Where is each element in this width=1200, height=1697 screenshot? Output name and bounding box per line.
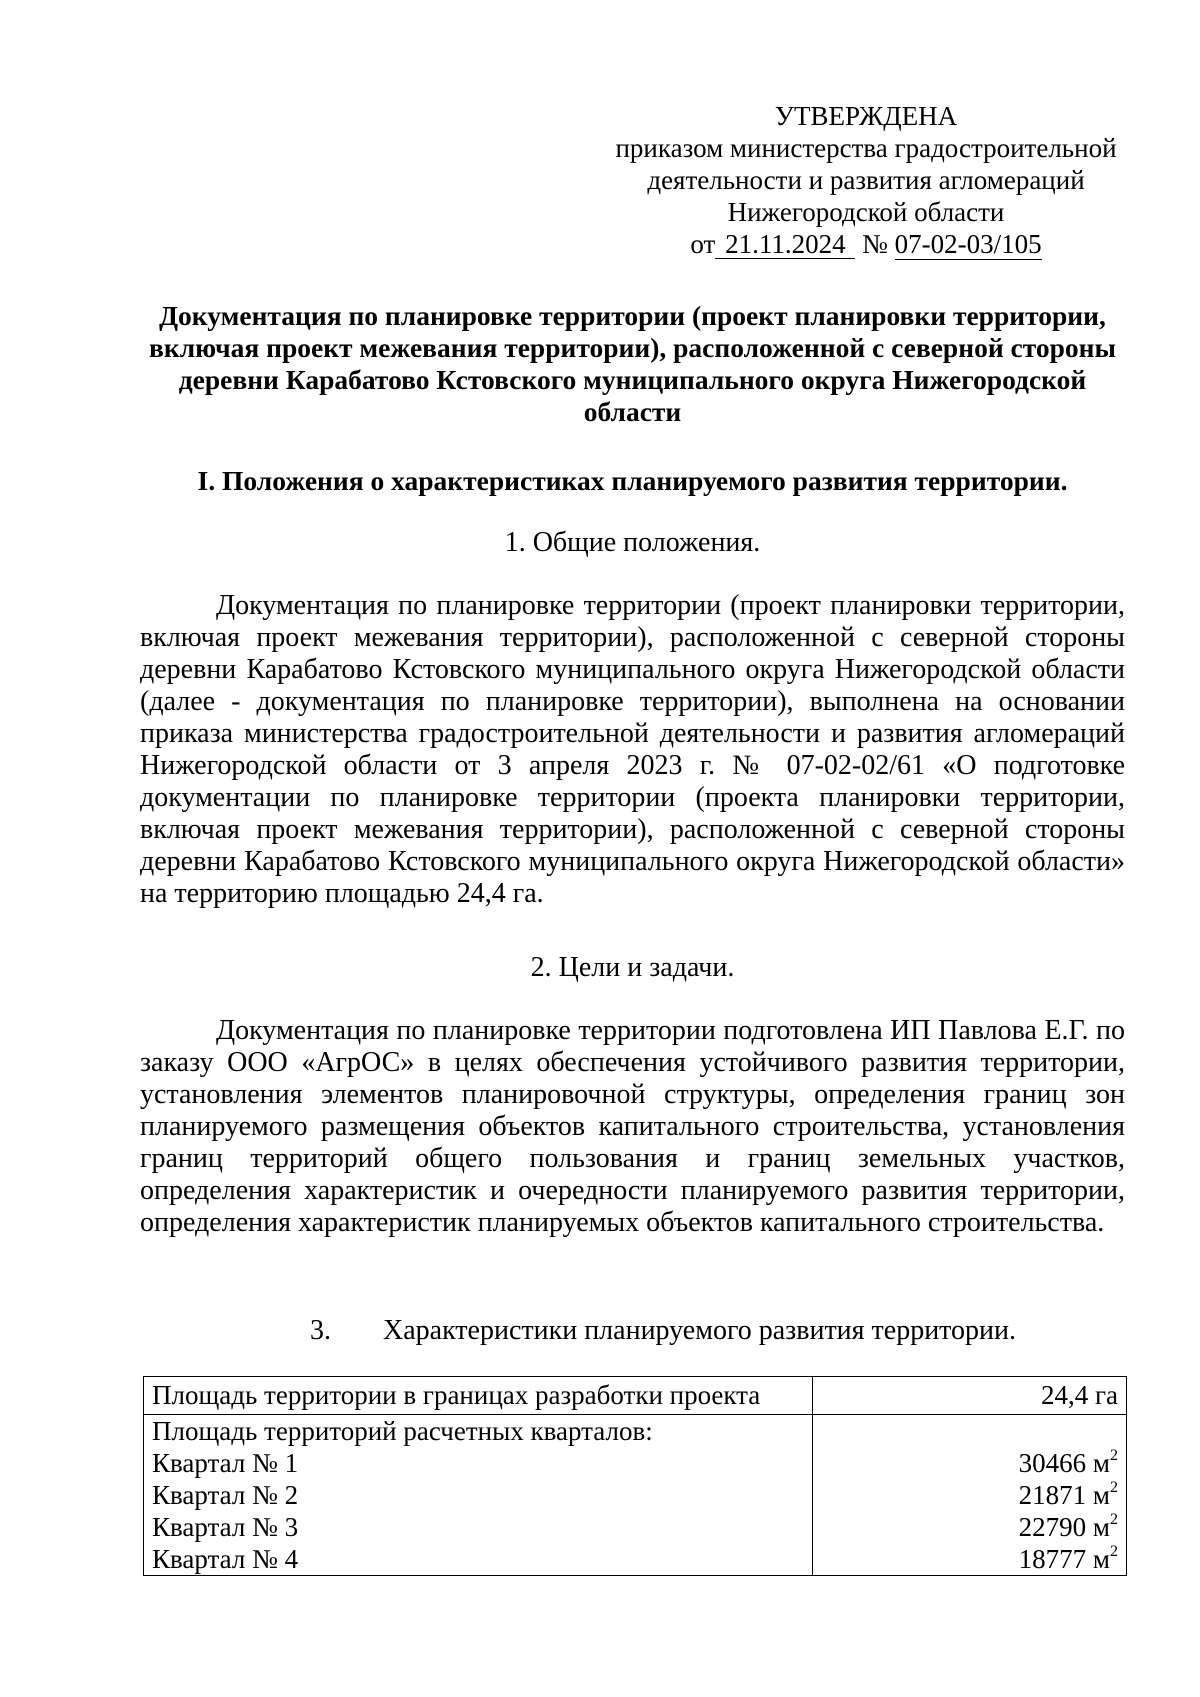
quarter-unit-power: 2 — [1110, 1479, 1118, 1496]
approval-by-line-2: деятельности и развития агломераций — [647, 165, 1085, 195]
quarter-unit: м — [1092, 1544, 1110, 1574]
approval-number: 07-02-03/105 — [894, 229, 1042, 259]
quarter-value-number: 22790 — [1018, 1512, 1087, 1542]
approval-date-line — [600, 228, 1132, 260]
subsection-1-heading: 1. Общие положения. — [504, 527, 761, 558]
quarter-name: Квартал № 4 — [152, 1544, 299, 1574]
quarter-unit-power: 2 — [1110, 1511, 1118, 1528]
quarters-label: Площадь территорий расчетных кварталов: — [152, 1416, 653, 1446]
quarter-value — [821, 1479, 1118, 1511]
quarter-value — [821, 1511, 1118, 1543]
quarter-name: Квартал № 1 — [152, 1448, 299, 1478]
table-row — [144, 1377, 1127, 1415]
subsection-2-text: Документация по планировке территории подготовлена ИП Павлова Е.Г. по заказу ООО «АгрОС» в целях обеспечения устойчивого развития территории, установления элементов планировочной структуры, определения границ зон планируемого размещения объектов капитального строительства, установления границ территорий общего пользования и границ земельных участков, определения характеристик и очередности планируемого развития территории, определения характеристик планируемых объектов капитального строительства. — [140, 1015, 1125, 1238]
approval-by-line-3: Нижегородской области — [727, 197, 1005, 227]
approval-heading: УТВЕРЖДЕНА — [774, 101, 958, 131]
quarter-unit: м — [1092, 1448, 1110, 1478]
approval-date: 21.11.2024 — [715, 230, 855, 259]
characteristics-table — [143, 1376, 1127, 1576]
quarters-value-cell — [813, 1415, 1127, 1576]
subsection-3-number: 3. — [310, 1315, 331, 1346]
quarter-unit-power: 2 — [1110, 1447, 1118, 1464]
approval-by-line-1: приказом министерства градостроительной — [615, 133, 1117, 163]
subsection-2-heading: 2. Цели и задачи. — [530, 952, 735, 983]
document-title: Документация по планировке территории (проект планировки территории, включая проект межевания территории), расположенной с северной стороны деревни Карабатово Кстовского муниципального округа Нижегородской области — [149, 300, 1116, 427]
area-value-cell: 24,4 га — [813, 1377, 1127, 1415]
quarter-unit: м — [1092, 1480, 1110, 1510]
section-1-heading: I. Положения о характеристиках планируемого развития территории. — [197, 465, 1068, 496]
approval-stamp — [600, 100, 1132, 260]
quarter-value — [821, 1447, 1118, 1479]
area-label-cell: Площадь территории в границах разработки проекта — [144, 1377, 813, 1415]
quarter-value-number: 18777 — [1018, 1544, 1087, 1574]
quarter-value — [821, 1543, 1118, 1575]
table-row — [144, 1415, 1127, 1576]
quarter-value-number: 30466 — [1018, 1448, 1087, 1478]
subsection-1-text: Документация по планировке территории (проект планировки территории, включая проект межевания территории), расположенной с северной стороны деревни Карабатово Кстовского муниципального округа Нижегородской области (далее - документация по планировке территории), выполнена на основании приказа министерства градостроительной деятельности и развития агломераций Нижегородской области от 3 апреля 2023 г. № 07-02-02/61 «О подготовке документации по планировке территории (проекта планировки территории, включая проект межевания территории), расположенной с северной стороны деревни Карабатово Кстовского муниципального округа Нижегородской области» на территорию площадью 24,4 га. — [140, 590, 1125, 909]
quarter-name: Квартал № 2 — [152, 1480, 299, 1510]
quarter-name: Квартал № 3 — [152, 1512, 299, 1542]
approval-date-prefix: от — [690, 229, 716, 259]
subsection-3-title: Характеристики планируемого развития территории. — [383, 1315, 1017, 1346]
quarters-value-spacer — [821, 1415, 1118, 1447]
quarter-value-number: 21871 — [1018, 1480, 1087, 1510]
quarters-label-cell — [144, 1415, 813, 1576]
subsection-3-heading — [310, 1315, 1016, 1347]
approval-number-prefix: № — [862, 229, 888, 259]
quarter-unit-power: 2 — [1110, 1543, 1118, 1560]
quarter-unit: м — [1092, 1512, 1110, 1542]
